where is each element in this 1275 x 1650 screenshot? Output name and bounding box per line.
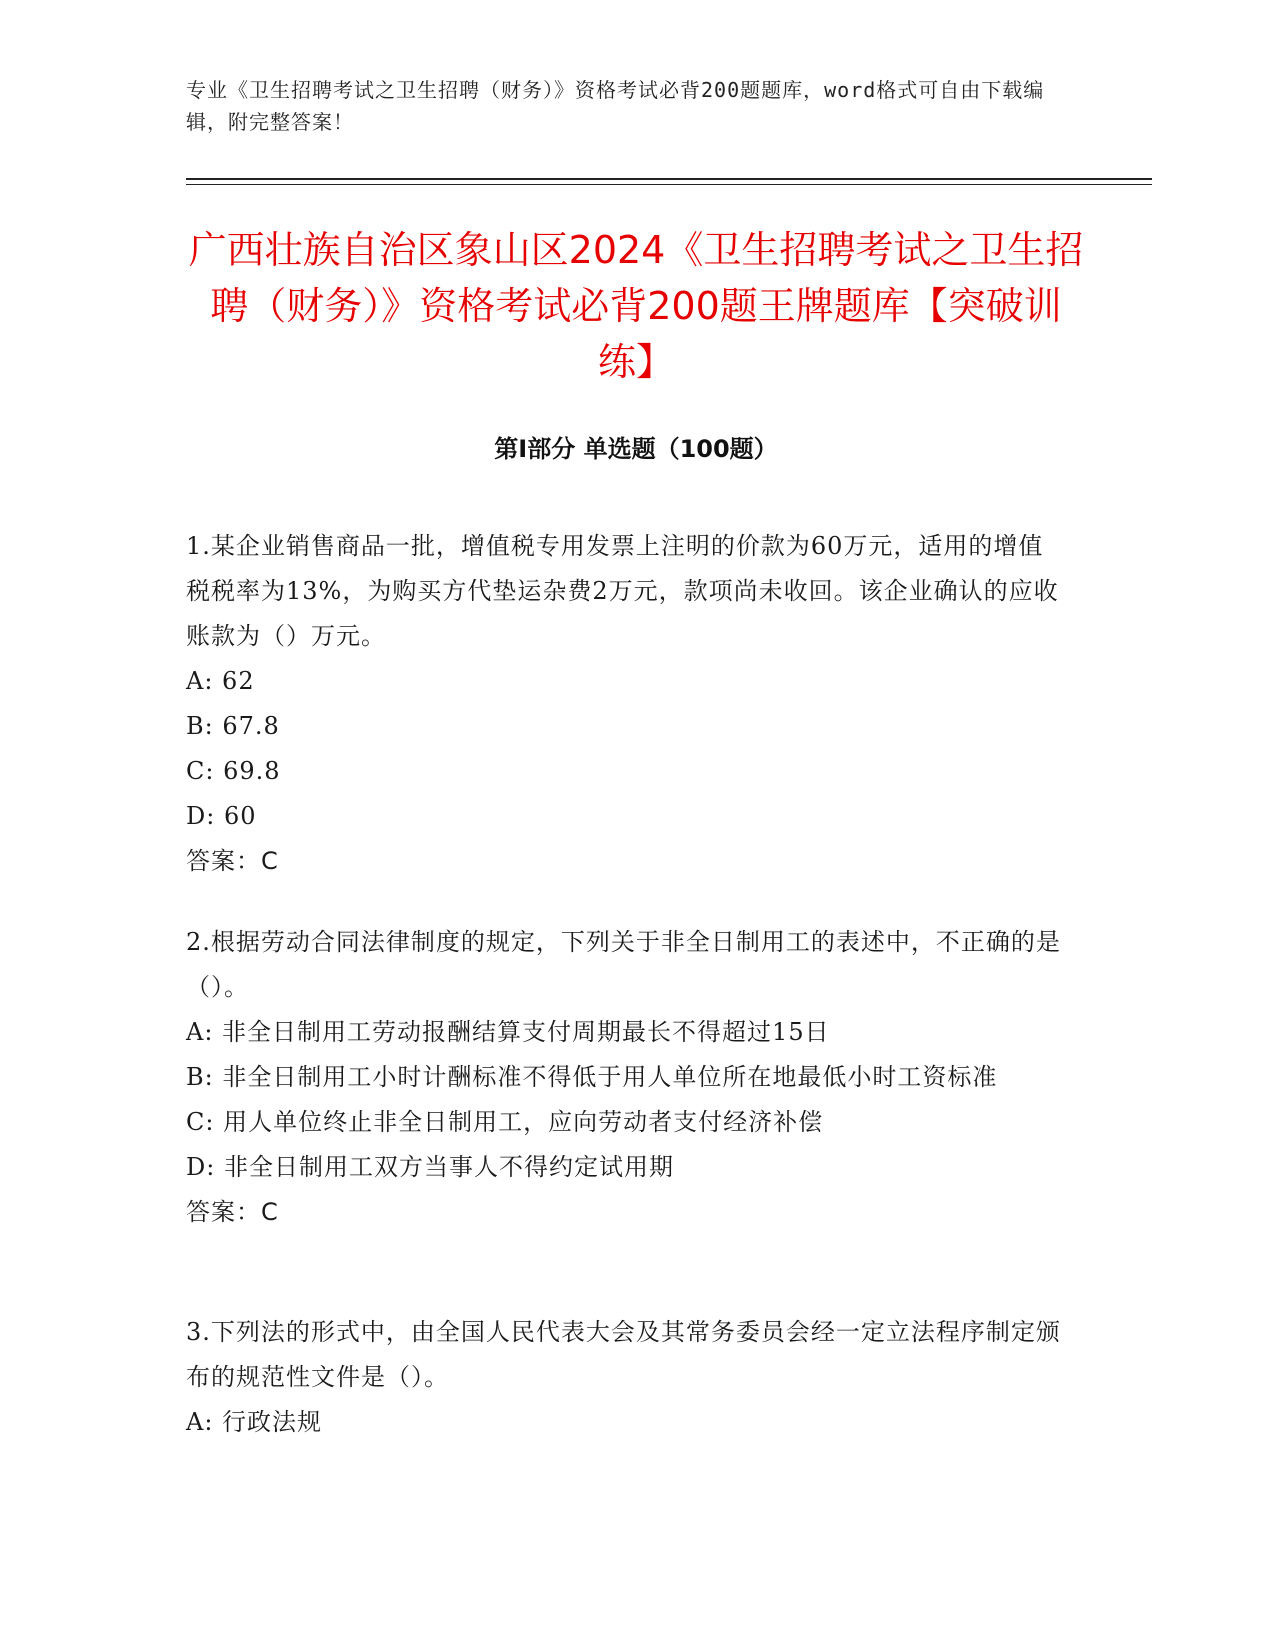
question-stem: 2.根据劳动合同法律制度的规定，下列关于非全日制用工的表述中，不正确的是（）。 <box>186 928 1061 1001</box>
option-a: A: 62 <box>186 667 255 695</box>
option-a: A: 非全日制用工劳动报酬结算支付周期最长不得超过15日 <box>186 1018 830 1046</box>
question-stem: 1.某企业销售商品一批，增值税专用发票上注明的价款为60万元，适用的增值税税率为13%，为购买方代垫运杂费2万元，款项尚未收回。该企业确认的应收账款为（）万元。 <box>186 532 1059 650</box>
answer: 答案：C <box>186 847 279 875</box>
option-c: C: 用人单位终止非全日制用工，应向劳动者支付经济补偿 <box>186 1108 824 1136</box>
document-title: 广西壮族自治区象山区2024《卫生招聘考试之卫生招聘（财务）》资格考试必背200题王牌题库【突破训练】 <box>188 228 1084 384</box>
option-d: D: 60 <box>186 802 257 830</box>
header-note: 专业《卫生招聘考试之卫生招聘（财务）》资格考试必背200题题库，word格式可自由下载编辑，附完整答案！ <box>186 78 1045 134</box>
question-3 <box>186 1310 1066 1445</box>
question-1 <box>186 524 1066 884</box>
option-d: D: 非全日制用工双方当事人不得约定试用期 <box>186 1153 674 1181</box>
header-divider-thin <box>186 184 1152 185</box>
answer: 答案：C <box>186 1198 279 1226</box>
section-title: 第Ⅰ部分 单选题（100题） <box>494 435 778 463</box>
option-a: A: 行政法规 <box>186 1408 323 1436</box>
option-c: C: 69.8 <box>186 757 281 785</box>
question-2 <box>186 920 1066 1235</box>
option-b: B: 67.8 <box>186 712 280 740</box>
header-divider-thick <box>186 178 1152 180</box>
option-b: B: 非全日制用工小时计酬标准不得低于用人单位所在地最低小时工资标准 <box>186 1063 998 1091</box>
question-stem: 3.下列法的形式中，由全国人民代表大会及其常务委员会经一定立法程序制定颁布的规范性文件是（）。 <box>186 1318 1061 1391</box>
